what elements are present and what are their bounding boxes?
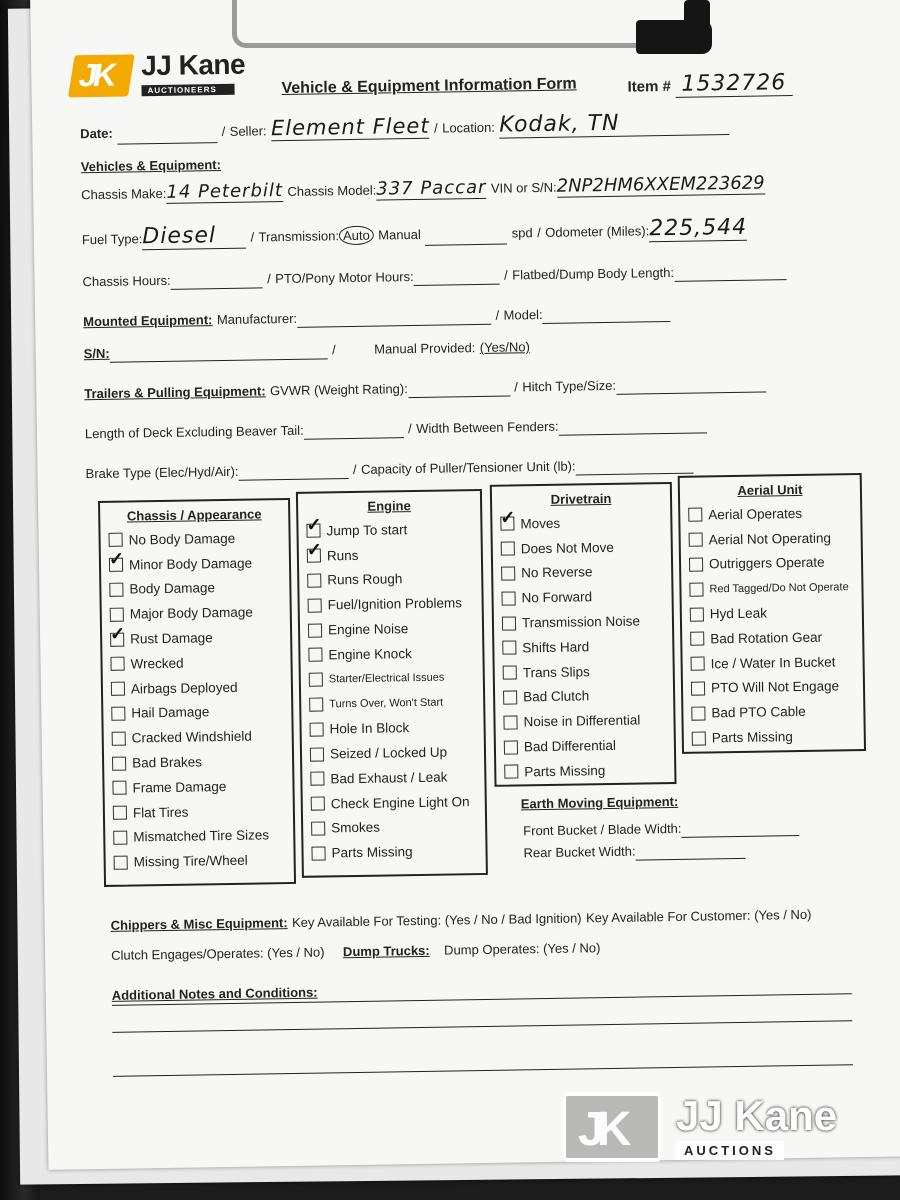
checklist-item[interactable] xyxy=(682,599,862,627)
rear-bucket-field[interactable] xyxy=(635,845,745,861)
checklist-label: Mismatched Tire Sizes xyxy=(133,827,270,845)
checklist-label: Aerial Not Operating xyxy=(708,530,832,548)
checkbox[interactable] xyxy=(503,715,517,729)
checkbox[interactable] xyxy=(112,756,126,770)
clipboard-clip xyxy=(232,0,702,48)
checkbox[interactable] xyxy=(111,682,125,696)
checklist-label: Runs Rough xyxy=(327,571,403,588)
fuel-row: Fuel Type:Diesel / Transmission: Auto Manual spd / Odometer (Miles):225,544 xyxy=(81,214,748,250)
checklist-item[interactable] xyxy=(298,516,480,544)
chassis-row: Chassis Make:14 Peterbilt Chassis Model:337 Paccar VIN or S/N:2NP2HM6XXEM223629 xyxy=(81,172,765,203)
checklist-label: Fuel/Ignition Problems xyxy=(327,595,463,613)
checklist-item[interactable] xyxy=(299,566,481,594)
checklist-label: Bad PTO Cable xyxy=(711,704,806,721)
deck-length-field[interactable] xyxy=(304,424,404,440)
checklist-item[interactable] xyxy=(300,640,482,668)
transmission-auto-option[interactable]: Auto xyxy=(339,226,374,246)
manual-provided-options[interactable]: (Yes/No) xyxy=(479,339,531,355)
checkbox[interactable] xyxy=(310,722,324,736)
checkbox[interactable] xyxy=(503,690,517,704)
checkbox[interactable] xyxy=(308,623,322,637)
checklist-label: Transmission Noise xyxy=(521,613,641,631)
checklist-item[interactable] xyxy=(682,649,862,677)
aerial-box-title: Aerial Unit xyxy=(737,481,803,498)
checklist-item[interactable] xyxy=(104,773,292,801)
checklist-item[interactable] xyxy=(104,748,292,776)
checklist-item[interactable] xyxy=(303,838,485,866)
watermark xyxy=(562,1092,837,1162)
checklist-label: Bad Rotation Gear xyxy=(710,629,823,647)
checklist-item[interactable] xyxy=(100,525,288,553)
checkbox[interactable] xyxy=(501,566,515,580)
jj-kane-logo xyxy=(71,48,246,100)
checkbox[interactable] xyxy=(114,855,128,869)
checklist-label: Jump To start xyxy=(326,522,408,539)
checklist-item[interactable] xyxy=(303,789,485,817)
checkbox[interactable] xyxy=(690,607,704,621)
checklist-label: Frame Damage xyxy=(132,778,227,796)
checklist-item[interactable] xyxy=(680,525,860,553)
checklist-label: Major Body Damage xyxy=(129,604,253,622)
checkbox[interactable] xyxy=(311,797,325,811)
front-bucket-field[interactable] xyxy=(681,822,799,838)
checklist-item[interactable] xyxy=(101,575,289,603)
checklist-item[interactable] xyxy=(495,658,673,686)
checkbox[interactable] xyxy=(308,648,322,662)
form-title: Vehicle & Equipment Information Form xyxy=(281,75,577,98)
pto-hours-field[interactable] xyxy=(414,271,500,286)
checklist-label: Wrecked xyxy=(130,655,184,672)
checklist-label: Hail Damage xyxy=(131,704,210,721)
checklist-item[interactable] xyxy=(681,550,861,578)
notes-line-3[interactable] xyxy=(113,1063,853,1077)
checklist-item[interactable] xyxy=(683,698,863,726)
checklist-label: Starter/Electrical Issues xyxy=(328,671,445,686)
vehicles-heading: Vehicles & Equipment: xyxy=(80,157,222,175)
sn-field[interactable] xyxy=(110,345,328,362)
checkmark-icon: ✓ xyxy=(306,514,322,536)
clutch-options[interactable]: Clutch Engages/Operates: (Yes / No) xyxy=(111,944,325,963)
checkbox[interactable] xyxy=(110,657,124,671)
fender-width-field[interactable] xyxy=(558,419,706,435)
checklist-item[interactable] xyxy=(494,608,672,636)
front-bucket-row: Front Bucket / Blade Width: xyxy=(523,818,799,840)
transmission-manual-option[interactable]: Manual xyxy=(378,226,421,243)
checklist-label: Check Engine Light On xyxy=(330,793,470,812)
checkbox[interactable] xyxy=(309,673,323,687)
checklist-item[interactable] xyxy=(492,509,670,537)
vin-field[interactable]: 2NP2HM6XXEM223629 xyxy=(556,172,765,197)
checklist-item[interactable] xyxy=(682,624,862,652)
checklist-item[interactable] xyxy=(105,823,293,851)
form-paper xyxy=(30,0,900,1170)
checklist-item[interactable] xyxy=(301,690,483,718)
sn-row: S/N: / Manual Provided: (Yes/No) xyxy=(83,339,531,362)
checkbox[interactable] xyxy=(112,731,126,745)
date-field[interactable] xyxy=(117,129,217,145)
checkbox[interactable] xyxy=(306,539,323,563)
checkmark-icon: ✓ xyxy=(108,548,125,570)
checkbox[interactable] xyxy=(688,508,702,522)
engine-box-title: Engine xyxy=(367,498,411,514)
checkmark-icon: ✓ xyxy=(109,623,126,644)
checkbox[interactable] xyxy=(689,557,703,571)
checklist-item[interactable] xyxy=(303,814,485,842)
notes-line-1[interactable]: Additional Notes and Conditions: xyxy=(112,975,852,1006)
checklist-item[interactable] xyxy=(494,633,672,661)
engine-box xyxy=(296,489,488,878)
fuel-type-field[interactable]: Diesel xyxy=(142,223,246,251)
checkbox[interactable] xyxy=(310,747,324,761)
checklist-label: Parts Missing xyxy=(711,729,793,746)
logo-name: JJ Kane xyxy=(140,48,246,82)
checklist-item[interactable] xyxy=(105,798,293,826)
checkbox[interactable] xyxy=(311,821,325,835)
checkbox[interactable] xyxy=(691,681,705,695)
checkbox[interactable] xyxy=(307,573,321,587)
checklist-label: Shifts Hard xyxy=(522,639,590,656)
checkbox[interactable] xyxy=(109,583,123,597)
checklist-label: Bad Clutch xyxy=(523,688,590,705)
watermark-sub: AUCTIONS xyxy=(676,1141,784,1160)
checkbox[interactable] xyxy=(109,623,126,646)
checklist-label: Flat Tires xyxy=(132,804,189,821)
checklist-label: Engine Knock xyxy=(328,645,412,663)
checklist-label: Runs xyxy=(326,547,359,564)
checklist-label: Missing Tire/Wheel xyxy=(133,852,248,870)
chassis-box-title: Chassis / Appearance xyxy=(126,506,262,524)
checkbox[interactable] xyxy=(689,582,703,596)
checklist-label: Rust Damage xyxy=(130,630,213,647)
jk-logo-icon: JK xyxy=(68,54,135,97)
checkbox[interactable] xyxy=(500,507,516,531)
watermark-name: JJ Kane xyxy=(676,1091,838,1139)
checklist-item[interactable] xyxy=(496,732,674,760)
checklist-item[interactable] xyxy=(496,757,674,785)
watermark-jk-icon: JK xyxy=(562,1092,662,1162)
checklist-label: Engine Noise xyxy=(327,621,409,638)
checkbox[interactable] xyxy=(501,542,515,556)
checklist-item[interactable] xyxy=(300,615,482,643)
checklist-label: Trans Slips xyxy=(522,663,590,681)
checklist-label: No Reverse xyxy=(521,564,593,581)
checkbox[interactable] xyxy=(113,806,127,820)
form-content xyxy=(30,0,900,1170)
checkbox[interactable] xyxy=(112,781,126,795)
key-testing-options[interactable]: Key Available For Testing: (Yes / No / Bad Ignition) xyxy=(291,910,582,930)
deck-row: Length of Deck Excluding Beaver Tail: / Width Between Fenders: xyxy=(85,415,707,443)
checklist-label: Cracked Windshield xyxy=(131,728,252,746)
spd-field[interactable] xyxy=(425,231,507,246)
checklist-item[interactable] xyxy=(299,541,481,569)
checkbox[interactable] xyxy=(108,548,125,572)
checklist-item[interactable] xyxy=(104,723,292,751)
model-field[interactable] xyxy=(543,308,671,324)
brake-row: Brake Type (Elec/Hyd/Air): / Capacity of Puller/Tensioner Unit (lb): xyxy=(85,456,693,484)
checklist-label: Noise in Differential xyxy=(523,712,641,730)
checklist-label: Outriggers Operate xyxy=(708,555,825,572)
checklist-item[interactable] xyxy=(299,590,481,618)
drivetrain-box xyxy=(490,482,677,787)
checklist-label: Hole In Block xyxy=(329,720,410,737)
checklist-item[interactable] xyxy=(493,583,671,611)
checklist-item[interactable] xyxy=(103,674,291,702)
checklist-label: Seized / Locked Up xyxy=(329,744,448,762)
checklist-label: Hyd Leak xyxy=(709,605,768,622)
checklist-item[interactable] xyxy=(102,624,290,652)
chassis-model-field[interactable]: 337 Paccar xyxy=(376,176,487,200)
checklist-label: Moves xyxy=(520,515,561,532)
checklist-label: Aerial Operates xyxy=(708,505,803,523)
checkbox[interactable] xyxy=(691,706,705,720)
checklist-item[interactable] xyxy=(301,714,483,742)
checklist-item[interactable] xyxy=(495,707,673,735)
trailers-row: Trailers & Pulling Equipment: GVWR (Weight Rating): / Hitch Type/Size: xyxy=(84,374,766,403)
checkbox[interactable] xyxy=(690,632,704,646)
checklist-item[interactable] xyxy=(302,764,484,792)
checklist-label: Bad Exhaust / Leak xyxy=(330,769,448,787)
checkbox[interactable] xyxy=(308,598,322,612)
rear-bucket-row: Rear Bucket Width: xyxy=(523,841,745,862)
gvwr-field[interactable] xyxy=(408,383,510,399)
chassis-hours-field[interactable] xyxy=(171,274,263,289)
checkmark-icon: ✓ xyxy=(306,539,323,560)
checklist-item[interactable] xyxy=(105,847,293,875)
checkbox[interactable] xyxy=(692,731,706,745)
checklist-label: PTO Will Not Engage xyxy=(710,678,840,696)
checklist-label: Turns Over, Won't Start xyxy=(329,696,444,711)
checklist-label: Minor Body Damage xyxy=(128,555,253,573)
checkbox[interactable] xyxy=(311,846,325,860)
brake-type-field[interactable] xyxy=(238,465,348,481)
checklist-label: Smokes xyxy=(331,820,381,836)
checklist-label: Ice / Water In Bucket xyxy=(710,654,836,672)
checkbox[interactable] xyxy=(691,657,705,671)
checkbox[interactable] xyxy=(689,533,703,547)
checkbox[interactable] xyxy=(113,831,127,845)
manufacturer-field[interactable] xyxy=(297,311,491,328)
checklist-item[interactable] xyxy=(684,723,864,751)
checklist-label: Does Not Move xyxy=(520,539,614,557)
checklist-item[interactable] xyxy=(103,699,291,727)
checklist-label: Parts Missing xyxy=(524,762,606,780)
checkbox[interactable] xyxy=(110,607,124,621)
chassis-make-field[interactable]: 14 Peterbilt xyxy=(166,180,284,203)
checkbox[interactable] xyxy=(109,533,123,547)
hitch-field[interactable] xyxy=(616,378,766,394)
checklist-label: Body Damage xyxy=(129,580,216,597)
checklist-item[interactable] xyxy=(302,739,484,767)
checklist-item[interactable] xyxy=(101,550,289,578)
notes-line-2[interactable] xyxy=(112,1019,852,1033)
checklist-label: Parts Missing xyxy=(331,844,413,861)
checklist-item[interactable] xyxy=(102,599,290,627)
mounted-row: Mounted Equipment: Manufacturer: / Model: xyxy=(83,304,671,331)
checkmark-icon: ✓ xyxy=(500,507,516,529)
earth-moving-heading: Earth Moving Equipment: xyxy=(520,793,679,812)
aerial-unit-box xyxy=(678,473,866,754)
checklist-item[interactable] xyxy=(102,649,290,677)
misc-row: Chippers & Misc Equipment: Key Available For Testing: (Yes / No / Bad Ignition) Key Available For Customer: (Yes / No) xyxy=(110,906,812,933)
flatbed-length-field[interactable] xyxy=(674,266,786,282)
checklist-label: Bad Differential xyxy=(523,737,617,755)
dump-operates-options[interactable]: Dump Operates: (Yes / No) xyxy=(443,940,601,958)
date-row: Date: / Seller: Element Fleet / Location: Kodak, TN xyxy=(80,109,730,145)
checklist-item[interactable] xyxy=(681,574,861,602)
checkbox[interactable] xyxy=(502,641,516,655)
checklist-label: No Forward xyxy=(521,589,593,606)
hours-row: Chassis Hours: / PTO/Pony Motor Hours: / Flatbed/Dump Body Length: xyxy=(82,262,786,291)
checkbox[interactable] xyxy=(306,514,322,538)
checklist-item[interactable] xyxy=(680,500,860,528)
checkbox[interactable] xyxy=(309,697,323,711)
checkbox[interactable] xyxy=(504,765,518,779)
logo-sub: AUCTIONEERS xyxy=(141,84,234,96)
key-customer-options[interactable]: Key Available For Customer: (Yes / No) xyxy=(585,906,812,926)
odometer-field[interactable]: 225,544 xyxy=(649,214,748,242)
chassis-appearance-box xyxy=(98,498,296,887)
item-number: Item # 1532726 xyxy=(627,70,792,98)
checklist-label: No Body Damage xyxy=(128,530,236,548)
checklist-label: Airbags Deployed xyxy=(130,679,238,697)
checklist-item[interactable] xyxy=(495,683,673,711)
clutch-row: Clutch Engages/Operates: (Yes / No) Dump Trucks: Dump Operates: (Yes / No) xyxy=(111,940,601,963)
drivetrain-box-title: Drivetrain xyxy=(550,490,612,507)
checkbox[interactable] xyxy=(504,740,518,754)
item-number-value[interactable]: 1532726 xyxy=(675,70,792,98)
checkbox[interactable] xyxy=(503,666,517,680)
checkbox[interactable] xyxy=(501,591,515,605)
puller-capacity-field[interactable] xyxy=(575,460,693,476)
checkbox[interactable] xyxy=(502,616,516,630)
checklist-label: Bad Brakes xyxy=(132,754,203,771)
checklist-label: Red Tagged/Do Not Operate xyxy=(709,580,849,596)
checklist-item[interactable] xyxy=(683,674,863,702)
clip-handle-top xyxy=(684,0,710,40)
checkbox[interactable] xyxy=(111,707,125,721)
checklist-item[interactable] xyxy=(301,665,483,693)
checklist-item[interactable] xyxy=(493,559,671,587)
seller-field[interactable]: Element Fleet xyxy=(270,113,430,141)
checklist-item[interactable] xyxy=(493,534,671,562)
checkbox[interactable] xyxy=(310,772,324,786)
location-field[interactable]: Kodak, TN xyxy=(499,109,730,139)
